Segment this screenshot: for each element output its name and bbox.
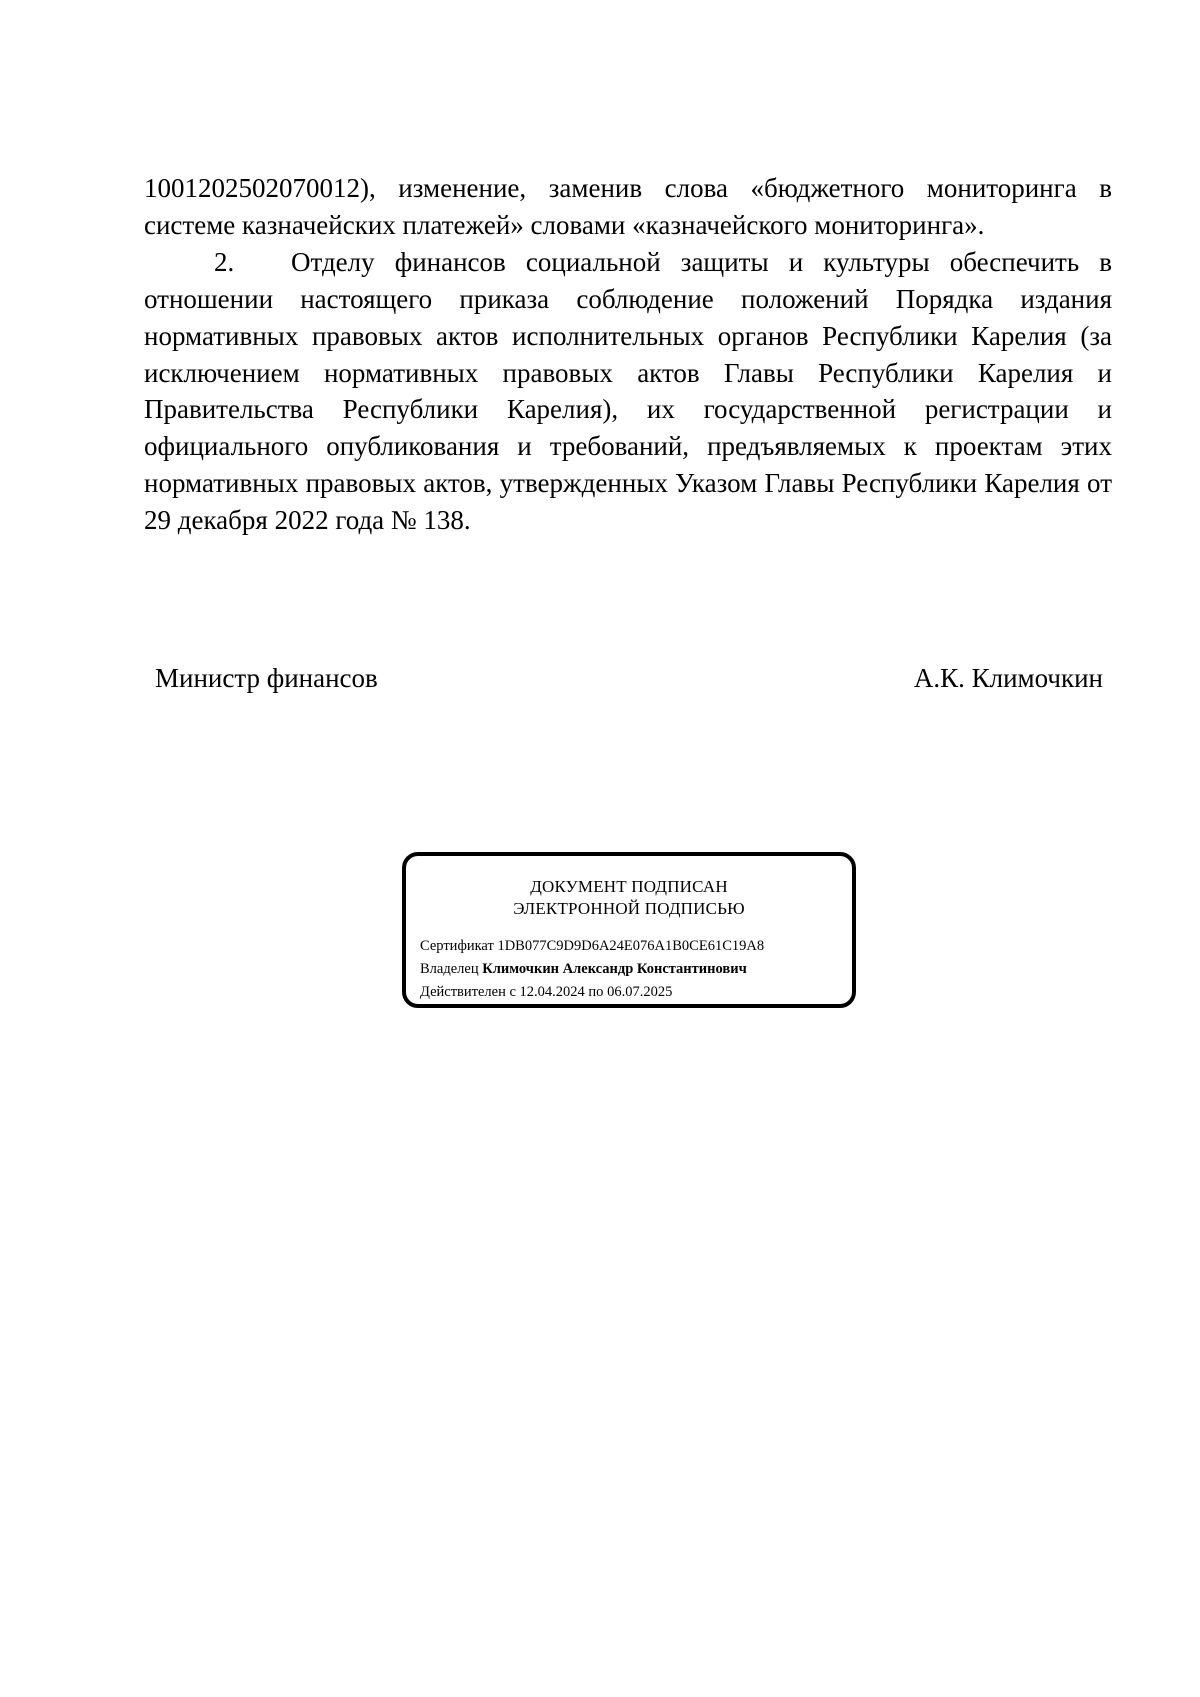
stamp-validity-line [420, 981, 764, 1004]
valid-label: Действителен [420, 984, 506, 1000]
paragraph-1: 1001202502070012), изменение, заменив слова «бюджетного мониторинга в системе казначейских платежей» словами «казначейского мониторинга». [144, 173, 1112, 240]
certificate-value: 1DB077C9D9D6A24E076A1B0CE61C19A8 [497, 938, 765, 954]
list-item-2 [144, 244, 1112, 539]
valid-from-date: 12.04.2024 [519, 984, 585, 1000]
valid-to-label: по [588, 984, 604, 1000]
valid-to-date: 06.07.2025 [607, 984, 673, 1000]
document-body [144, 170, 1112, 539]
electronic-signature-stamp [402, 852, 856, 1008]
list-item-text: Отделу финансов социальной защиты и культуры обеспечить в отношении настоящего приказа соблюдение положений Порядка издания нормативных правовых актов исполнительных органов Республики Карелия (за исключением нормативных правовых актов Главы Республики Карелия и Правительства Республики Карелия), их государственной регистрации и официального опубликования и требований, предъявляемых к проектам этих нормативных правовых актов, утвержденных Указом Главы Республики Карелия от 29 декабря 2022 года № 138. [144, 246, 1112, 536]
stamp-title [406, 876, 852, 920]
valid-from-label: с [509, 984, 516, 1000]
stamp-certificate-line [420, 935, 764, 958]
owner-value: Климочкин Александр Константинович [482, 961, 747, 977]
list-item-number: 2. [214, 246, 235, 277]
stamp-owner-line [420, 958, 764, 981]
stamp-title-line-2: ЭЛЕКТРОННОЙ ПОДПИСЬЮ [513, 899, 745, 918]
signatory-position: Министр финансов [155, 663, 378, 693]
certificate-label: Сертификат [420, 938, 494, 954]
stamp-title-line-1: ДОКУМЕНТ ПОДПИСАН [530, 877, 728, 896]
owner-label: Владелец [420, 961, 479, 977]
signatory-name: А.К. Климочкин [913, 663, 1103, 693]
stamp-details [420, 935, 764, 1004]
